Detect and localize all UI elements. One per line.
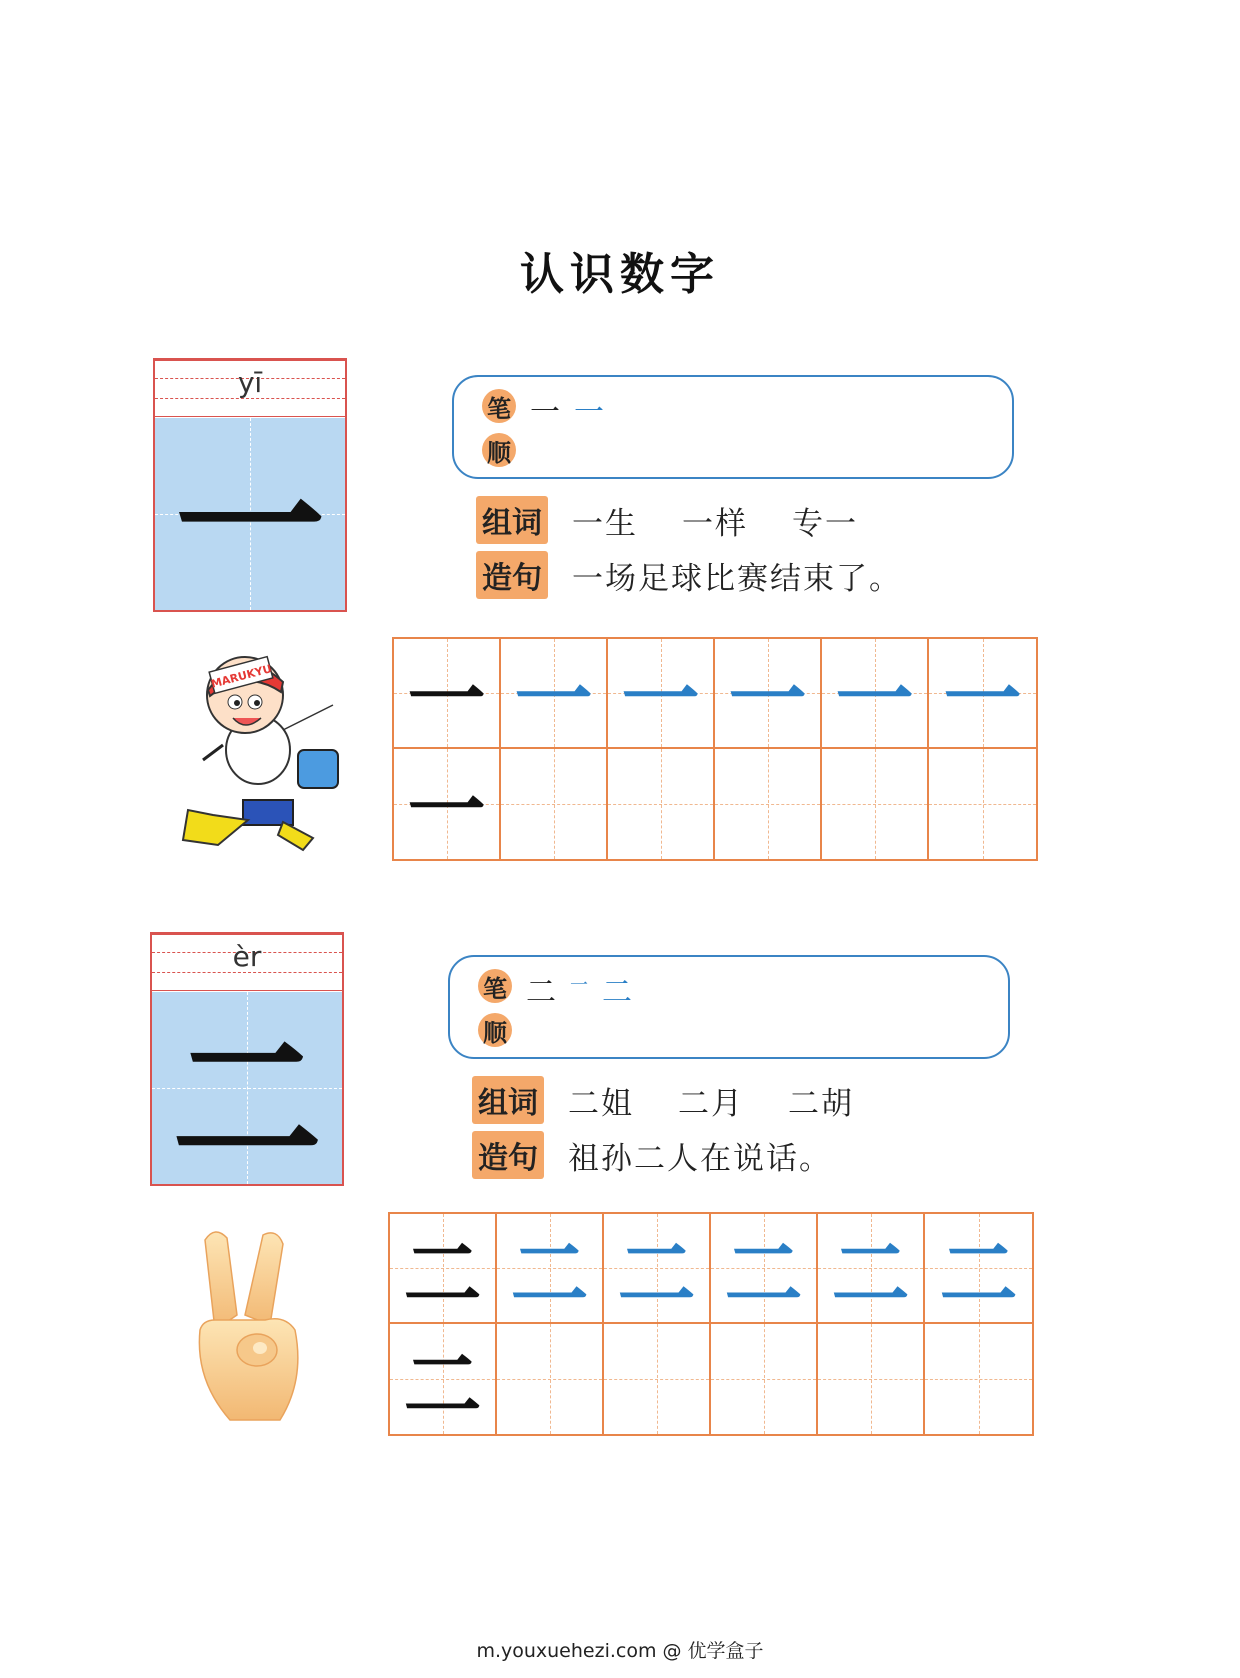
words-tag: 组词	[472, 1076, 544, 1124]
stroke-label-top: 笔	[482, 389, 516, 423]
sentence-row-2	[472, 1131, 832, 1179]
words-row-2	[472, 1076, 854, 1124]
stroke-steps	[526, 967, 632, 1011]
practice-cell[interactable]	[929, 749, 1036, 859]
practice-cell[interactable]	[715, 749, 822, 859]
big-character: 二	[171, 1013, 322, 1189]
practice-cell[interactable]: 一	[822, 639, 929, 749]
word: 一生	[572, 505, 638, 542]
practice-cell[interactable]	[711, 1324, 818, 1434]
word: 专一	[792, 505, 858, 542]
practice-cell[interactable]: 一	[394, 749, 501, 859]
stroke-order-box-1	[452, 375, 1014, 479]
practice-cell[interactable]: 一	[501, 639, 608, 749]
word: 一样	[682, 505, 748, 542]
sentence-row-1	[476, 551, 902, 599]
sentence-tag: 造句	[476, 551, 548, 599]
practice-cell[interactable]: 二	[925, 1214, 1032, 1324]
practice-cell[interactable]	[604, 1324, 711, 1434]
practice-cell[interactable]: 二	[497, 1214, 604, 1324]
stroke-order-box-2	[448, 955, 1010, 1059]
practice-cell[interactable]: 二	[711, 1214, 818, 1324]
sentence: 一场足球比赛结束了。	[572, 560, 902, 597]
practice-cell[interactable]	[608, 749, 715, 859]
stroke-steps	[530, 387, 604, 431]
character-card-1	[153, 358, 347, 615]
stroke-label-top: 笔	[478, 969, 512, 1003]
practice-cell[interactable]: 一	[608, 639, 715, 749]
practice-cell[interactable]: 一	[394, 639, 501, 749]
pinyin-label: èr	[232, 940, 262, 973]
cap-text: MARUKYU	[209, 662, 274, 691]
running-boy-illustration	[163, 650, 363, 860]
word: 二姐	[568, 1085, 634, 1122]
practice-grid-1	[392, 637, 1038, 861]
practice-cell[interactable]	[501, 749, 608, 859]
two-finger-hand-illustration	[175, 1220, 325, 1430]
pinyin-label: yī	[237, 366, 263, 399]
practice-cell[interactable]	[818, 1324, 925, 1434]
page-title: 认识数字	[520, 249, 720, 300]
practice-cell[interactable]: 二	[390, 1324, 497, 1434]
practice-cell[interactable]: 二	[818, 1214, 925, 1324]
words-tag: 组词	[476, 496, 548, 544]
practice-cell[interactable]	[822, 749, 929, 859]
practice-cell[interactable]: 一	[929, 639, 1036, 749]
character-card-2	[150, 932, 344, 1189]
stroke-step: 二	[602, 975, 632, 1010]
practice-grid-2	[388, 1212, 1034, 1436]
stroke-step: 一	[530, 395, 560, 430]
words-row-1	[476, 496, 858, 544]
stroke-step: 一	[574, 395, 604, 430]
practice-cell[interactable]	[497, 1324, 604, 1434]
footer-watermark: m.youxuehezi.com @ 优学盒子	[476, 1640, 764, 1662]
big-character: 一	[174, 439, 325, 615]
practice-cell[interactable]: 二	[604, 1214, 711, 1324]
sentence-tag: 造句	[472, 1131, 544, 1179]
stroke-step: 一	[570, 975, 588, 996]
practice-cell[interactable]: 一	[715, 639, 822, 749]
practice-cell[interactable]	[925, 1324, 1032, 1434]
stroke-label-bottom: 顺	[482, 433, 516, 467]
word: 二胡	[788, 1085, 854, 1122]
word: 二月	[678, 1085, 744, 1122]
sentence: 祖孙二人在说话。	[568, 1140, 832, 1177]
stroke-label-bottom: 顺	[478, 1013, 512, 1047]
stroke-step: 二	[526, 975, 556, 1010]
practice-cell[interactable]: 二	[390, 1214, 497, 1324]
